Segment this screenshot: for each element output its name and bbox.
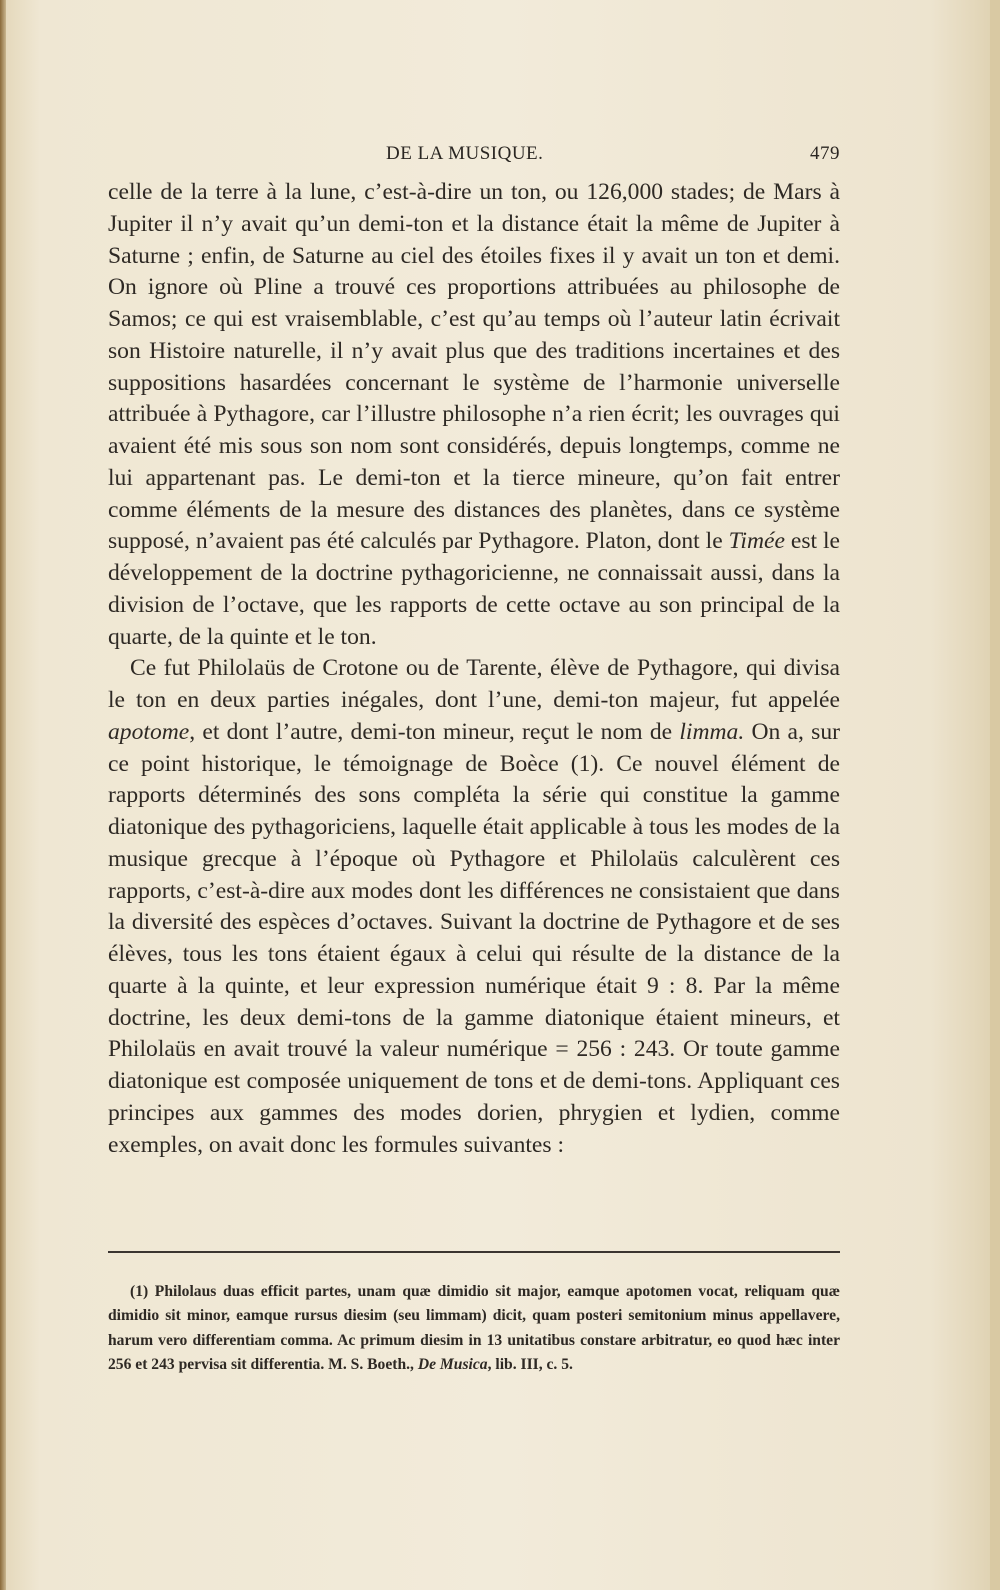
paragraph-2-text-b: , et dont l’autre, demi-ton mineur, reçut le nom de <box>189 718 680 745</box>
footnote-text-b: , lib. III, c. 5. <box>487 1356 573 1374</box>
footnote-text-a: (1) Philolaus duas efficit partes, unam quæ dimidio sit major, eamque apotomen vocat, reliquam quæ dimidio sit minor, eamque rursus diesim (seu limmam) dicit, quam posteri semitonium minus appellavere, harum vero differentiam comma. Ac primum diesim in 13 unitatibus constare arbitratur, eo quod hæc inter 256 et 243 pervisa sit differentia. M. S. Boeth., <box>108 1283 840 1374</box>
title-de-musica: De Musica <box>417 1356 488 1374</box>
body-text <box>108 177 840 1161</box>
footnote-rule <box>108 1251 840 1253</box>
term-limma: limma. <box>679 718 745 745</box>
term-apotome: apotome <box>108 718 190 745</box>
page-number: 479 <box>810 143 840 164</box>
paragraph-2 <box>108 653 840 1161</box>
title-timee: Timée <box>728 528 785 555</box>
paragraph-1-text-a: celle de la terre à la lune, c’est-à-dire un ton, ou 126,000 stades; de Mars à Jupiter il n’y avait qu’un demi-ton et la distance était la même de Jupiter à Saturne ; enfin, de Saturne au ciel des étoiles fixes il y avait un ton et demi. On ignore où Pline a trouvé ces proportions attribuées au philosophe de Samos; ce qui est vraisemblable, c’est qu’au temps où l’auteur latin écrivait son Histoire naturelle, il n’y avait plus que des traditions incertaines et des suppositions hasardées concernant le système de l’harmonie universelle attribuée à Pythagore, car l’illustre philosophe n’a rien écrit; les ouvrages qui avaient été mis sous son nom sont considérés, depuis longtemps, comme ne lui appartenant pas. Le demi-ton et la tierce mineure, qu’on fait entrer comme éléments de la mesure des distances des planètes, dans ce système supposé, n’avaient pas été calculés par Pythagore. Platon, dont le <box>108 179 840 555</box>
paragraph-2-text-a: Ce fut Philolaüs de Crotone ou de Tarente, élève de Pythagore, qui divisa le ton en deux parties inégales, dont l’une, demi-ton majeur, fut appelée <box>108 655 840 713</box>
paragraph-2-text-c: On a, sur ce point historique, le témoignage de Boèce (1). Ce nouvel élément de rapports déterminés des sons compléta la série qui constitue la gamme diatonique des pythagoriciens, laquelle était applicable à tous les modes de la musique grecque à l’époque où Pythagore et Philolaüs calculèrent ces rapports, c’est-à-dire aux modes dont les différences ne consistaient que dans la diversité des espèces d’octaves. Suivant la doctrine de Pythagore et de ses élèves, tous les tons étaient égaux à celui qui résulte de la distance de la quarte à la quinte, et leur expression numérique était 9 : 8. Par la même doctrine, les deux demi-tons de la gamme diatonique étaient mineurs, et Philolaüs en avait trouvé la valeur numérique = 256 : 243. Or toute gamme diatonique est composée uniquement de tons et de demi-tons. Appliquant ces principes aux gammes des modes dorien, phrygien et lydien, comme exemples, on avait donc les formules suivantes : <box>108 718 840 1158</box>
running-title: DE LA MUSIQUE. <box>386 143 544 164</box>
paragraph-1 <box>108 177 840 653</box>
footnote <box>108 1280 840 1378</box>
paragraph-1-text-b: est le développement de la doctrine pythagoricienne, ne connaissait aussi, dans la division de l’octave, que les rapports de cette octave au son principal de la quarte, de la quinte et le ton. <box>108 528 840 650</box>
